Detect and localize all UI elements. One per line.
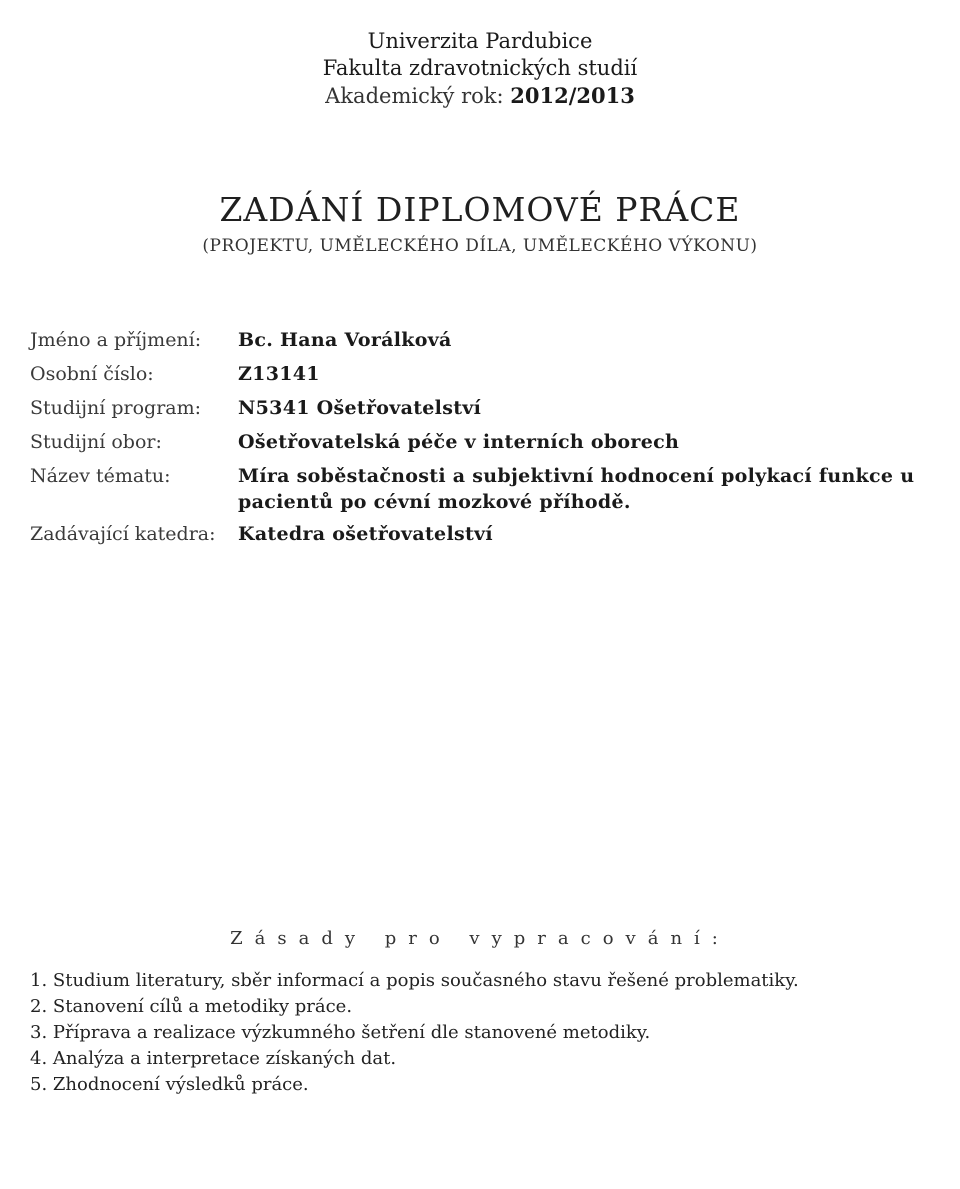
document-subtitle: (PROJEKTU, UMĚLECKÉHO DÍLA, UMĚLECKÉHO VÝKONU) [202, 236, 758, 256]
title-block [0, 190, 960, 256]
university-name: Univerzita Pardubice [367, 29, 593, 53]
principles-list [30, 968, 940, 1098]
list-item: 5. Zhodnocení výsledků práce. [30, 1074, 309, 1095]
document-header [0, 28, 960, 110]
field-value: Ošetřovatelská péče v interních oborech [238, 431, 680, 453]
field-label: Studijní program: [30, 397, 202, 419]
field-label: Jméno a příjmení: [30, 329, 202, 351]
field-value: Z13141 [238, 363, 320, 385]
field-label: Název tématu: [30, 465, 171, 487]
field-value: Bc. Hana Vorálková [238, 329, 452, 351]
field-row-name [30, 325, 940, 355]
principles-heading: Zásady pro vypracování: [230, 928, 730, 949]
field-label: Zadávající katedra: [30, 523, 216, 545]
field-row-topic [30, 461, 940, 515]
list-item: 2. Stanovení cílů a metodiky práce. [30, 996, 353, 1017]
assignment-fields [30, 325, 940, 553]
faculty-name: Fakulta zdravotnických studií [322, 56, 638, 80]
academic-year-label: Akademický rok: [325, 84, 504, 108]
field-row-personal-number [30, 359, 940, 389]
field-label: Osobní číslo: [30, 363, 154, 385]
academic-year-value: 2012/2013 [510, 83, 635, 108]
field-value: Míra soběstačnosti a subjektivní hodnocení polykací funkce u pacientů po cévní mozkové příhodě. [238, 465, 915, 513]
list-item: 3. Příprava a realizace výzkumného šetření dle stanovené metodiky. [30, 1022, 651, 1043]
field-row-department [30, 519, 940, 549]
academic-year [0, 82, 960, 110]
field-value: Katedra ošetřovatelství [238, 523, 493, 545]
list-item: 4. Analýza a interpretace získaných dat. [30, 1048, 397, 1069]
field-row-study-program [30, 393, 940, 423]
field-value: N5341 Ošetřovatelství [238, 397, 482, 419]
document-title: ZADÁNÍ DIPLOMOVÉ PRÁCE [219, 190, 741, 229]
field-label: Studijní obor: [30, 431, 162, 453]
field-row-study-field [30, 427, 940, 457]
list-item: 1. Studium literatury, sběr informací a popis současného stavu řešené problematiky. [30, 970, 799, 991]
